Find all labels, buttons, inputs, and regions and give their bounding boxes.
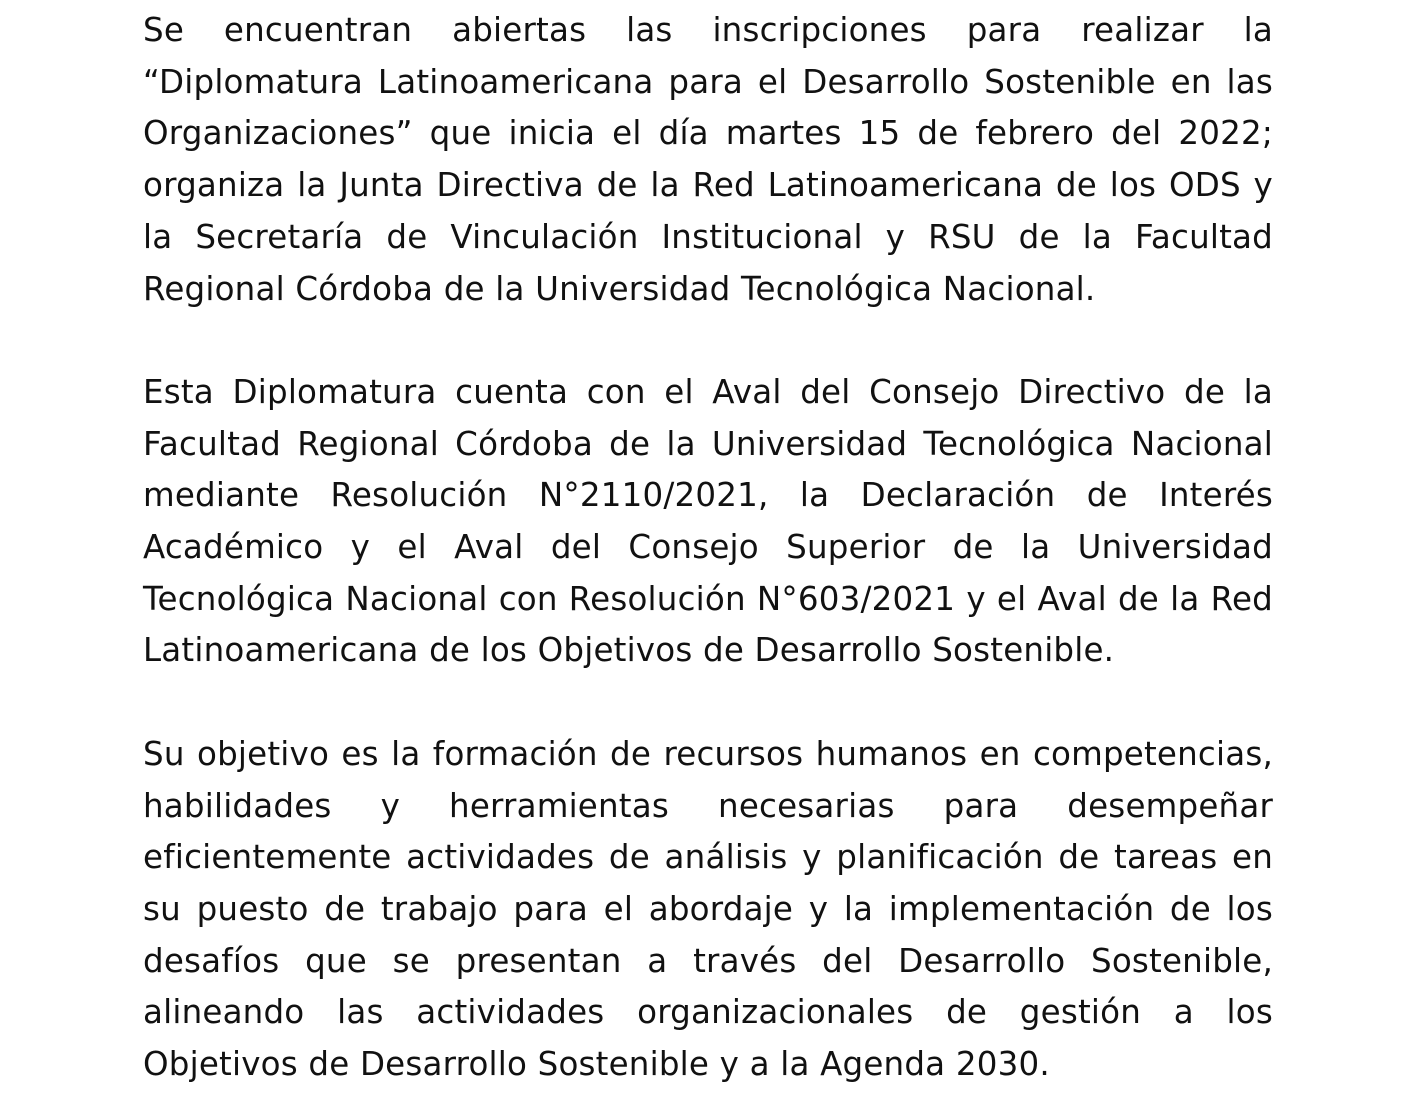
document-body <box>143 5 1273 1091</box>
paragraph-objetivo: Su objetivo es la formación de recursos humanos en competencias, habilidades y herramientas necesarias para desempeñar eficientemente actividades de análisis y planificación de tareas en su puesto de trabajo para el abordaje y la implementación de los desafíos que se presentan a través del Desarrollo Sostenible, alineando las actividades organizacionales de gestión a los Objetivos de Desarrollo Sostenible y a la Agenda 2030. <box>143 734 1273 1084</box>
paragraph-inscripciones: Se encuentran abiertas las inscripciones para realizar la “Diplomatura Latinoamericana para el Desarrollo Sostenible en las Organizaciones” que inicia el día martes 15 de febrero del 2022; organiza la Junta Directiva de la Red Latinoamericana de los ODS y la Secretaría de Vinculación Institucional y RSU de la Facultad Regional Córdoba de la Universidad Tecnológica Nacional. <box>143 11 1273 308</box>
paragraph-aval: Esta Diplomatura cuenta con el Aval del Consejo Directivo de la Facultad Regional Córdoba de la Universidad Tecnológica Nacional mediante Resolución N°2110/2021, la Declaración de Interés Académico y el Aval del Consejo Superior de la Universidad Tecnológica Nacional con Resolución N°603/2021 y el Aval de la Red Latinoamericana de los Objetivos de Desarrollo Sostenible. <box>143 372 1273 670</box>
